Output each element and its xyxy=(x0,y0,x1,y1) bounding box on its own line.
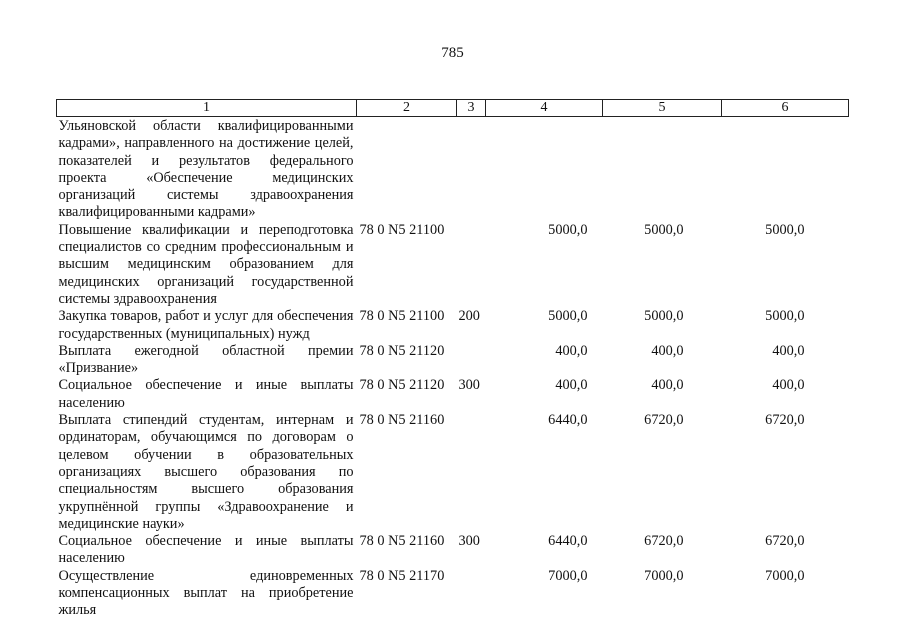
table-row xyxy=(57,117,849,222)
row-value-col-5: 5000,0 xyxy=(644,221,684,238)
header-col-2: 2 xyxy=(357,100,457,117)
row-code xyxy=(357,117,457,222)
row-code: 78 0 N5 21120 xyxy=(359,342,445,359)
row-value-col-5: 6720,0 xyxy=(644,412,684,429)
table-row xyxy=(57,222,849,308)
row-value-col-6: 5000,0 xyxy=(765,308,805,325)
row-expense-type xyxy=(457,568,486,620)
row-name: Повышение квалификации и переподготовка специалистов со средним профессиональным и высшим медицинским образованием для медицинских организаций государственной системы здравоохранения xyxy=(58,221,354,307)
row-value-col-5: 400,0 xyxy=(651,342,684,359)
table-row xyxy=(57,533,849,568)
row-value-col-6: 6720,0 xyxy=(765,412,805,429)
row-value-col-6 xyxy=(722,117,849,222)
table-row xyxy=(57,308,849,343)
row-value-col-6: 6720,0 xyxy=(765,533,805,550)
row-expense-type: 300 xyxy=(458,533,480,550)
row-name: Выплата стипендий студентам, интернам и ординаторам, обучающимся по договорам о целевом обучении в образовательных организациях высшего образования по специальностям высшего образования укрупнённой группы «Здравоохранение и медицинские науки» xyxy=(58,412,354,532)
row-name: Выплата ежегодной областной премии «Призвание» xyxy=(58,342,354,377)
table-row xyxy=(57,343,849,378)
row-code: 78 0 N5 21100 xyxy=(359,221,445,238)
header-col-3: 3 xyxy=(457,100,486,117)
row-value-col-6: 5000,0 xyxy=(765,221,805,238)
row-expense-type xyxy=(457,343,486,378)
row-name: Осуществление единовременных компенсационных выплат на приобретение жилья xyxy=(58,567,354,619)
row-value-col-5: 5000,0 xyxy=(644,308,684,325)
row-code: 78 0 N5 21100 xyxy=(359,308,445,325)
row-expense-type: 200 xyxy=(458,308,480,325)
row-value-col-6: 400,0 xyxy=(772,342,805,359)
row-value-col-5: 6720,0 xyxy=(644,533,684,550)
row-value-col-4: 5000,0 xyxy=(548,308,588,325)
row-value-col-4: 6440,0 xyxy=(548,533,588,550)
header-col-6: 6 xyxy=(722,100,849,117)
header-col-4: 4 xyxy=(486,100,603,117)
row-name: Социальное обеспечение и иные выплаты населению xyxy=(58,533,354,567)
table-row xyxy=(57,377,849,412)
row-expense-type xyxy=(457,222,486,308)
row-expense-type: 300 xyxy=(458,377,480,394)
header-row xyxy=(57,100,849,117)
row-expense-type xyxy=(457,117,486,222)
row-value-col-6: 7000,0 xyxy=(765,567,805,584)
row-value-col-4: 400,0 xyxy=(555,377,588,394)
row-value-col-4: 7000,0 xyxy=(548,567,588,584)
row-expense-type xyxy=(457,412,486,533)
row-value-col-4: 400,0 xyxy=(555,342,588,359)
row-value-col-4 xyxy=(486,117,603,222)
row-value-col-5: 7000,0 xyxy=(644,567,684,584)
row-code: 78 0 N5 21160 xyxy=(359,533,445,550)
row-code: 78 0 N5 21120 xyxy=(359,377,445,394)
row-value-col-5 xyxy=(603,117,722,222)
row-code: 78 0 N5 21160 xyxy=(359,412,445,429)
page-number: 785 xyxy=(441,45,464,61)
table-row xyxy=(57,412,849,533)
row-value-col-4: 5000,0 xyxy=(548,221,588,238)
table-header xyxy=(57,100,849,117)
row-code: 78 0 N5 21170 xyxy=(359,567,445,584)
header-col-1: 1 xyxy=(57,100,357,117)
header-col-5: 5 xyxy=(603,100,722,117)
row-name: Социальное обеспечение и иные выплаты населению xyxy=(58,377,354,411)
table-body xyxy=(57,117,849,620)
row-value-col-5: 400,0 xyxy=(651,377,684,394)
row-name: Закупка товаров, работ и услуг для обеспечения государственных (муниципальных) нужд xyxy=(58,308,354,342)
table-row xyxy=(57,568,849,620)
row-value-col-4: 6440,0 xyxy=(548,412,588,429)
row-value-col-6: 400,0 xyxy=(772,377,805,394)
budget-table xyxy=(56,99,849,620)
row-name: Ульяновской области квалифицированными кадрами», направленного на достижение целей, показателей и результатов федерального проекта «Обеспечение медицинских организаций системы здравоохранения квалифицированными кадрами» xyxy=(58,118,354,221)
